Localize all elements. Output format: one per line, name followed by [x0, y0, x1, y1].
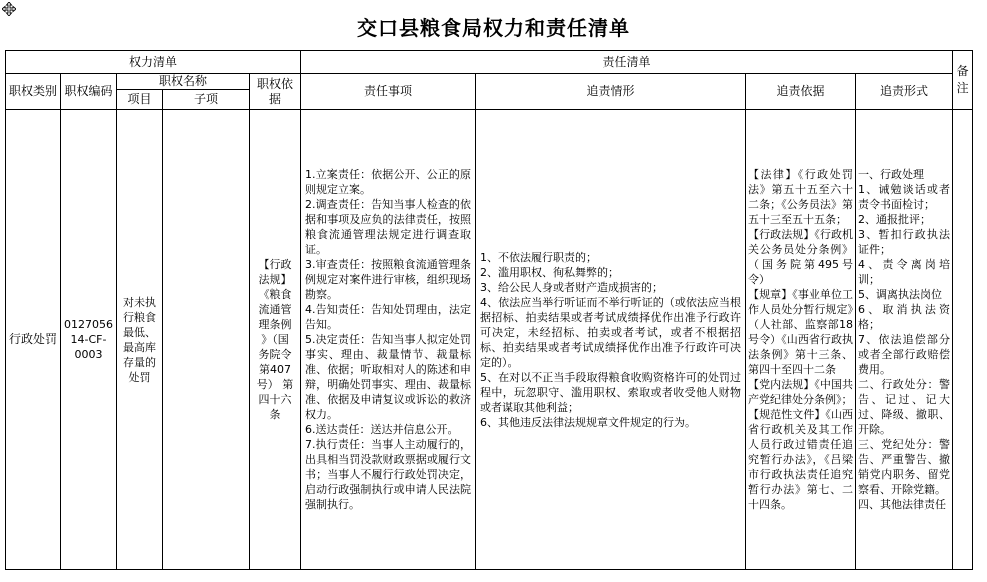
category-header: 职权类别 [6, 74, 61, 110]
page-title: 交口县粮食局权力和责任清单 [357, 16, 630, 40]
item-cell: 对未执 行粮食 最低、 最高库 存量的 处罚 [117, 110, 163, 570]
table-row [6, 110, 973, 570]
remarks-header-text: 备注 [956, 64, 969, 95]
name-header: 职权名称 [117, 74, 250, 90]
duties-header: 责任事项 [301, 74, 476, 110]
subitem-header: 子项 [163, 90, 250, 110]
accountability-basis-cell: 【法律】《行政处罚法》第五十五至六十二条；《公务员法》第五十三至五十五条； 【行政法规】《行政机关公务员处分条例》（国务院第495号令） 【规章】《事业单位工作人员处分暂行规定》（人社部、监察部18号令）《山西省行政执法条例》第十三条、第四十至四十二条 【党内法规】《中国共产党纪律处分条例》； 【规范性文件】《山西省行政机关及其工作人员行政过错责任追究暂行办法》，《吕梁市行政执法责任追究暂行办法》第七、二十四条。 [746, 110, 856, 570]
accountability-basis-header: 追责依据 [746, 74, 856, 110]
responsibility-table [5, 50, 973, 570]
accountability-form-header: 追责形式 [856, 74, 953, 110]
duties-cell: 1.立案责任：依据公开、公正的原则规定立案。 2.调查责任：告知当事人检查的依据和事项及应负的法律责任，按照粮食流通管理法规定进行调查取证。 3.审查责任：按照粮食流通管理条例规定对案件进行审核，组织现场勘察。 4.告知责任：告知处罚理由，法定告知。 5.决定责任：告知当事人拟定处罚事实、理由、裁量情节、裁量标准、依据；听取相对人的陈述和申辩，明确处罚事实、理由、裁量标准、依据及申请复议或诉讼的救济权力。 6.送达责任：送达并信息公开。 7.执行责任：当事人主动履行的，出具相当罚没款财政票据或履行文书；当事人不履行行政处罚决定，启动行政强制执行或申请人民法院强制执行。 [301, 110, 476, 570]
power-list-header: 权力清单 [6, 51, 301, 74]
item-header: 项目 [117, 90, 163, 110]
remarks-cell [953, 110, 973, 570]
basis-cell: 【行政 法规】 《粮食 流通管 理条例 》（国 务院令 第407 号） 第 四十六 条 [250, 110, 301, 570]
category-cell: 行政处罚 [6, 110, 61, 570]
responsibility-list-header: 责任清单 [301, 51, 953, 74]
circumstances-header: 追责情形 [476, 74, 746, 110]
code-header: 职权编码 [61, 74, 117, 110]
circumstances-cell: 1、不依法履行职责的； 2、滥用职权、徇私舞弊的； 3、给公民人身或者财产造成损害的； 4、依法应当举行听证而不举行听证的（或依法应当根据招标、拍卖结果或者考试成绩择优作出准予行政许可决定，未经招标、拍卖或者考试，或者不根据招标、拍卖结果或者考试成绩择优作出准予行政许可决定的）。 5、在对以不正当手段取得粮食收购资格许可的处罚过程中，玩忽职守、滥用职权、索取或者收受他人财物或者谋取其他利益； 6、其他违反法律法规规章文件规定的行为。 [476, 110, 746, 570]
basis-header: 职权依据 [250, 74, 301, 110]
subitem-cell [163, 110, 250, 570]
code-cell: 0127056 14-CF- 0003 [61, 110, 117, 570]
accountability-form-cell: 一、行政处理 1、诫勉谈话或者责令书面检讨； 2、通报批评； 3、暂扣行政执法证件； 4、责令离岗培训； 5、调离执法岗位 6、取消执法资格； 7、依法追偿部分或者全部行政赔偿费用。 二、行政处分：警告、记过、记大过、降级、撤职、开除。 三、党纪处分：警告、严重警告、撤销党内职务、留党察看、开除党籍。 四、其他法律责任 [856, 110, 953, 570]
remarks-header [953, 51, 973, 110]
